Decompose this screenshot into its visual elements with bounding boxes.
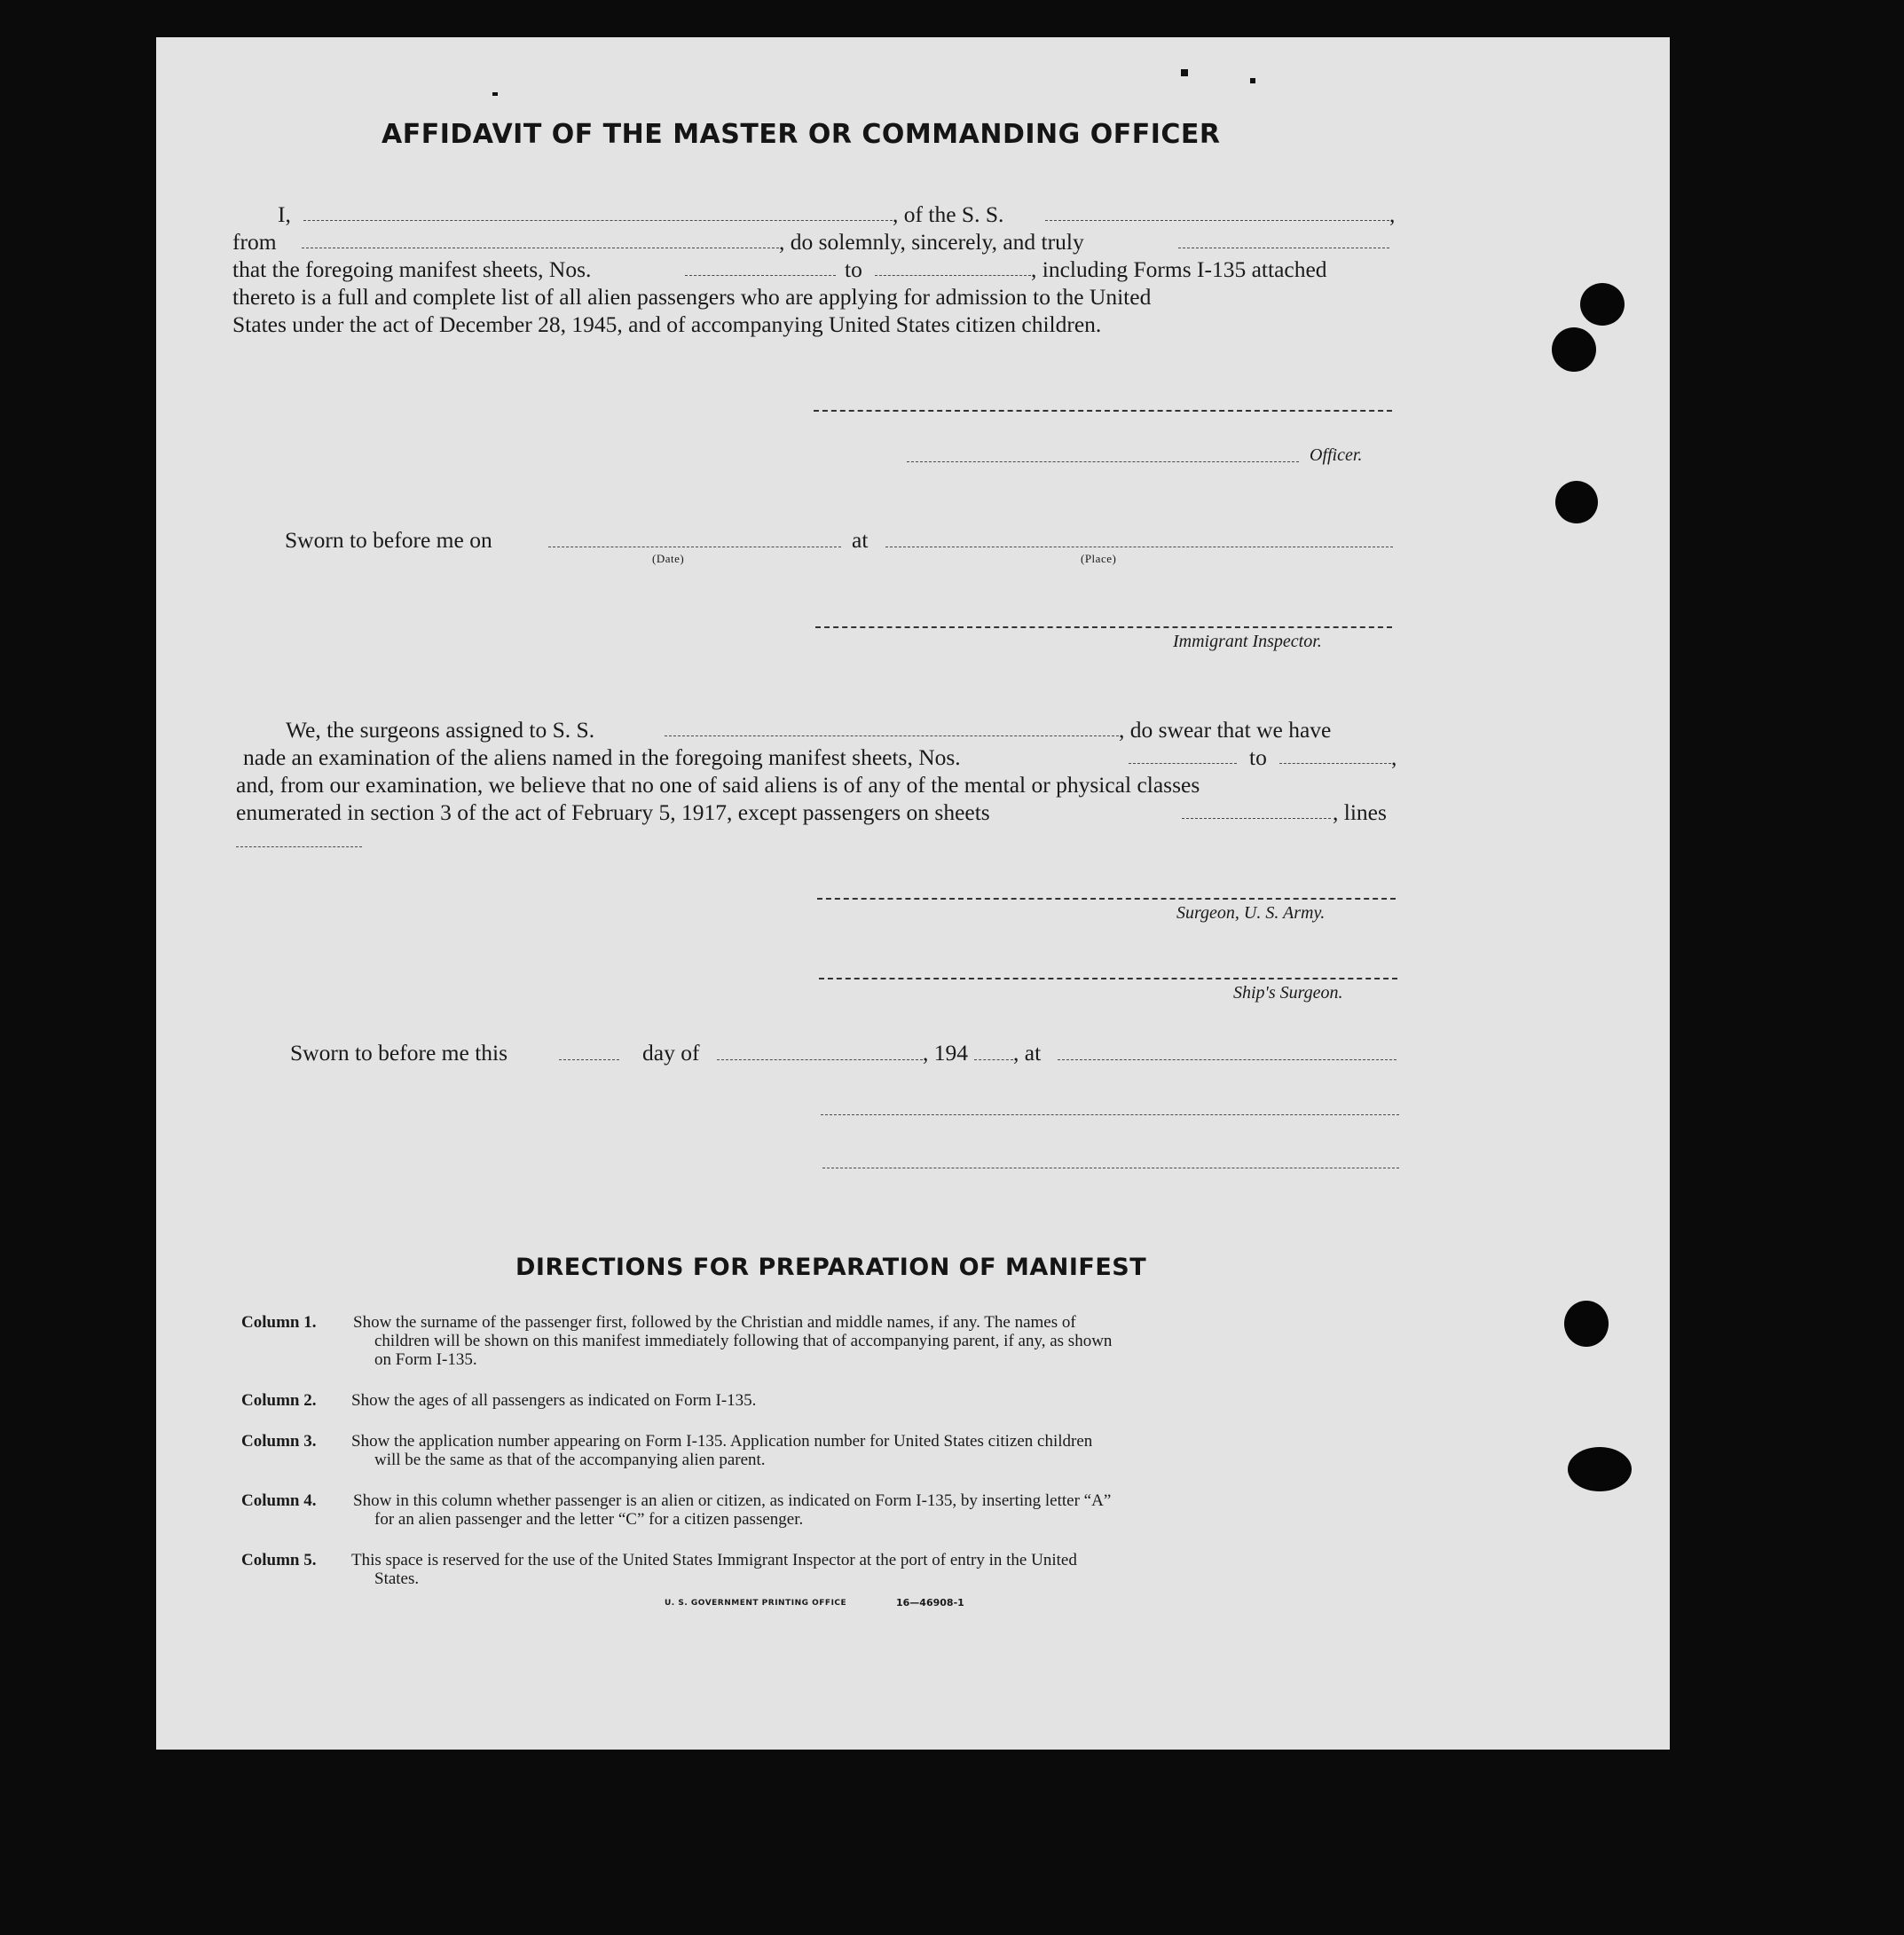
sworn1-at: at — [852, 527, 869, 553]
ink-speck — [492, 92, 498, 96]
sworn2-signature-line[interactable] — [821, 1114, 1399, 1115]
surgeons-sheets-from-field[interactable] — [1129, 763, 1237, 764]
column-3-line-2: will be the same as that of the accompanying alien parent. — [374, 1451, 766, 1469]
master-name-field[interactable] — [303, 220, 893, 221]
surgeons-l4-lines: , lines — [1333, 799, 1387, 825]
sworn2-at: , at — [1013, 1040, 1042, 1066]
sworn2-month-field[interactable] — [717, 1059, 923, 1060]
sheets-to-field[interactable] — [875, 275, 1031, 276]
sworn2-day-field[interactable] — [559, 1059, 619, 1060]
surgeons-l2-comma: , — [1391, 744, 1397, 770]
form-sheet — [156, 37, 1670, 1750]
affidavit-title: AFFIDAVIT OF THE MASTER OR COMMANDING OFFICER — [382, 119, 1221, 150]
printer-imprint: U. S. GOVERNMENT PRINTING OFFICE — [665, 1599, 847, 1608]
affidavit-l3-including: , including Forms I-135 attached — [1031, 256, 1327, 282]
affidavit-l2-from: from — [232, 229, 277, 255]
column-5-line-2: States. — [374, 1569, 420, 1588]
column-4-line-2: for an alien passenger and the letter “C” for a citizen passenger. — [374, 1510, 804, 1529]
sworn2-year-field[interactable] — [974, 1059, 1013, 1060]
surgeons-l2-to: to — [1249, 744, 1267, 770]
officer-caption: Officer. — [1310, 445, 1363, 465]
ship-surgeon-signature-line[interactable] — [819, 978, 1397, 979]
army-surgeon-caption: Surgeon, U. S. Army. — [1176, 903, 1326, 923]
ink-speck — [1250, 78, 1255, 83]
directions-title: DIRECTIONS FOR PREPARATION OF MANIFEST — [515, 1254, 1147, 1281]
affidavit-l1-i: I, — [278, 201, 291, 227]
column-4-label: Column 4. — [241, 1491, 317, 1510]
affidavit-l3-foregoing: that the foregoing manifest sheets, Nos. — [232, 256, 592, 282]
sheets-from-field[interactable] — [685, 275, 836, 276]
ink-speck — [1181, 69, 1188, 76]
punch-hole — [1564, 1301, 1609, 1347]
except-sheets-field[interactable] — [1182, 818, 1331, 819]
affidavit-l2-solemnly: , do solemnly, sincerely, and truly — [779, 229, 1084, 255]
inspector-signature-line[interactable] — [815, 626, 1392, 628]
column-5-line-1: This space is reserved for the use of the United States Immigrant Inspector at the port of entry in the United — [351, 1551, 1077, 1569]
column-2-line-1: Show the ages of all passengers as indicated on Form I-135. — [351, 1391, 757, 1410]
column-1-line-2: children will be shown on this manifest immediately following that of accompanying parent, if any, as shown — [374, 1332, 1113, 1350]
punch-hole — [1555, 481, 1598, 523]
date-caption: (Date) — [652, 552, 685, 565]
surgeons-l1-we: We, the surgeons assigned to S. S. — [286, 717, 595, 743]
except-lines-field[interactable] — [236, 846, 362, 847]
officer-title-field[interactable] — [907, 461, 1299, 462]
surgeons-sheets-to-field[interactable] — [1279, 763, 1391, 764]
affidavit-l1-comma: , — [1389, 201, 1396, 227]
affidavit-l5: States under the act of December 28, 1945, and of accompanying United States citizen children. — [232, 311, 1102, 337]
surgeons-ship-field[interactable] — [665, 735, 1119, 736]
form-code: 16—46908-1 — [896, 1597, 964, 1609]
punch-hole — [1568, 1447, 1632, 1491]
column-3-line-1: Show the application number appearing on Form I-135. Application number for United States citizen children — [351, 1432, 1093, 1451]
officer-signature-line[interactable] — [814, 410, 1392, 412]
sworn2-year: , 194 — [923, 1040, 968, 1066]
place-caption: (Place) — [1081, 552, 1117, 565]
column-5-label: Column 5. — [241, 1551, 317, 1569]
affidavit-l1-ofthe: , of the S. S. — [893, 201, 1004, 227]
sworn2-place-field[interactable] — [1058, 1059, 1397, 1060]
sworn2-text: Sworn to before me this — [290, 1040, 508, 1066]
column-3-label: Column 3. — [241, 1432, 317, 1451]
column-1-label: Column 1. — [241, 1313, 317, 1332]
surgeons-l4: enumerated in section 3 of the act of February 5, 1917, except passengers on sheets — [236, 799, 990, 825]
column-1-line-3: on Form I-135. — [374, 1350, 477, 1369]
column-4-line-1: Show in this column whether passenger is an alien or citizen, as indicated on Form I-135, by inserting letter “A” — [353, 1491, 1112, 1510]
surgeons-l1-swear: , do swear that we have — [1119, 717, 1332, 743]
punch-hole — [1580, 283, 1625, 326]
punch-hole — [1552, 327, 1596, 372]
ship-surgeon-caption: Ship's Surgeon. — [1233, 983, 1343, 1003]
inspector-caption: Immigrant Inspector. — [1173, 632, 1322, 651]
army-surgeon-signature-line[interactable] — [817, 898, 1396, 900]
affidavit-l3-to: to — [845, 256, 862, 282]
sworn1-text: Sworn to before me on — [285, 527, 492, 553]
ship-name-field[interactable] — [1045, 220, 1389, 221]
column-1-line-1: Show the surname of the passenger first, followed by the Christian and middle names, if any. The names of — [353, 1313, 1076, 1332]
sworn2-dayof: day of — [642, 1040, 700, 1066]
column-2-label: Column 2. — [241, 1391, 317, 1410]
surgeons-l2-made: nade an examination of the aliens named in the foregoing manifest sheets, Nos. — [243, 744, 961, 770]
surgeons-l3: and, from our examination, we believe that no one of said aliens is of any of the mental or physical classes — [236, 772, 1200, 798]
affidavit-l4: thereto is a full and complete list of all alien passengers who are applying for admission to the United — [232, 284, 1152, 310]
